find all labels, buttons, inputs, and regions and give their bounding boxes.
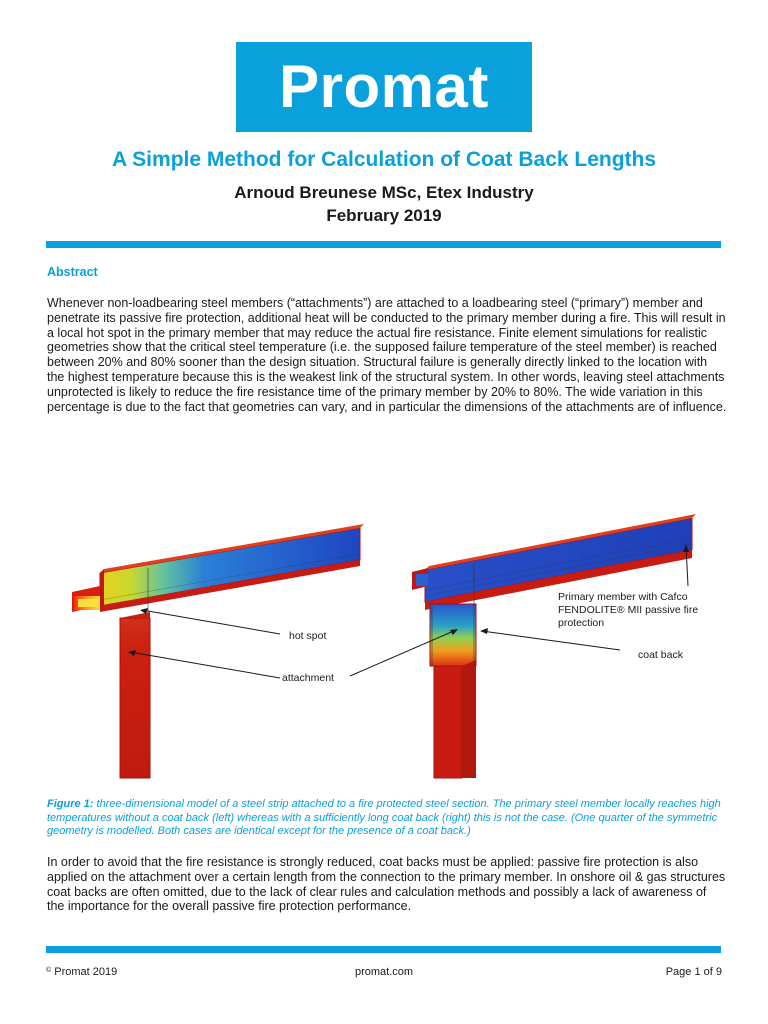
caption-text: three-dimensional model of a steel strip attached to a fire protected steel section. The primary steel member locally reaches high temperatures without a coat back (left) whereas with a sufficiently long coat back (right) this is not the case. (One quarter of the symmetric geometry is modelled. Both cases are identical except for the presence of a coat back.) [47,798,721,838]
label-primary-member-line-1: Primary member with Cafco [558,591,688,603]
logo-text: Promat [279,53,489,120]
date-line: February 2019 [326,206,442,225]
fea-model-illustration [60,488,720,788]
label-coat-back: coat back [638,649,683,661]
label-primary-member-line-3: protection [558,617,605,629]
label-primary-member-line-2: FENDOLITE® MII passive fire [558,604,699,616]
copyright-symbol: © [46,967,52,974]
figure-1 [60,488,720,788]
figure-caption [47,798,727,839]
body-paragraph: In order to avoid that the fire resistance is strongly reduced, coat backs must be applied: passive fire protection is also applied on the attachment over a certain length from the connection to the primary member. In onshore oil & gas structures coat backs are often omitted, due to the lack of clear rules and calculation methods and possibly a lack of awareness of the importance for the overall passive fire protection performance. [47,855,726,914]
label-primary-member [558,591,728,630]
label-hot-spot: hot spot [289,630,327,642]
promat-logo [236,42,532,132]
abstract-paragraph: Whenever non-loadbearing steel members (“attachments”) are attached to a loadbearing steel (“primary”) member and penetrate its passive fire protection, additional heat will be conducted to the primary member during a fire. This will result in a local hot spot in the primary member that may reduce the actual fire resistance. Finite element simulations for realistic geometries show that the critical steel temperature (i.e. the supposed failure temperature of the steel member) is reached between 20% and 80% sooner than the design situation. Structural failure is generally directly linked to the location with the highest temperature because this is the weakest link of the structural system. In other words, leaving steel attachments unprotected is likely to reduce the fire resistance time of the primary member by 20% to 80%. The wide variation in this percentage is due to the fact that geometries can vary, and in particular the dimensions of the attachments are of influence. [47,296,727,414]
author-line: Arnoud Breunese MSc, Etex Industry [234,183,534,202]
caption-label: Figure 1: [47,798,94,810]
copyright-text: Promat 2019 [51,966,118,978]
right-model-with-coat-back [412,514,696,778]
document-title: A Simple Method for Calculation of Coat Back Lengths [111,148,657,171]
footer-website[interactable]: promat.com [354,966,414,978]
footer-page-number: Page 1 of 9 [665,966,722,978]
header-divider [46,241,721,248]
abstract-heading: Abstract [47,265,98,279]
footer-divider [46,946,721,953]
left-model-no-coat-back [72,524,364,778]
label-attachment: attachment [282,672,334,684]
